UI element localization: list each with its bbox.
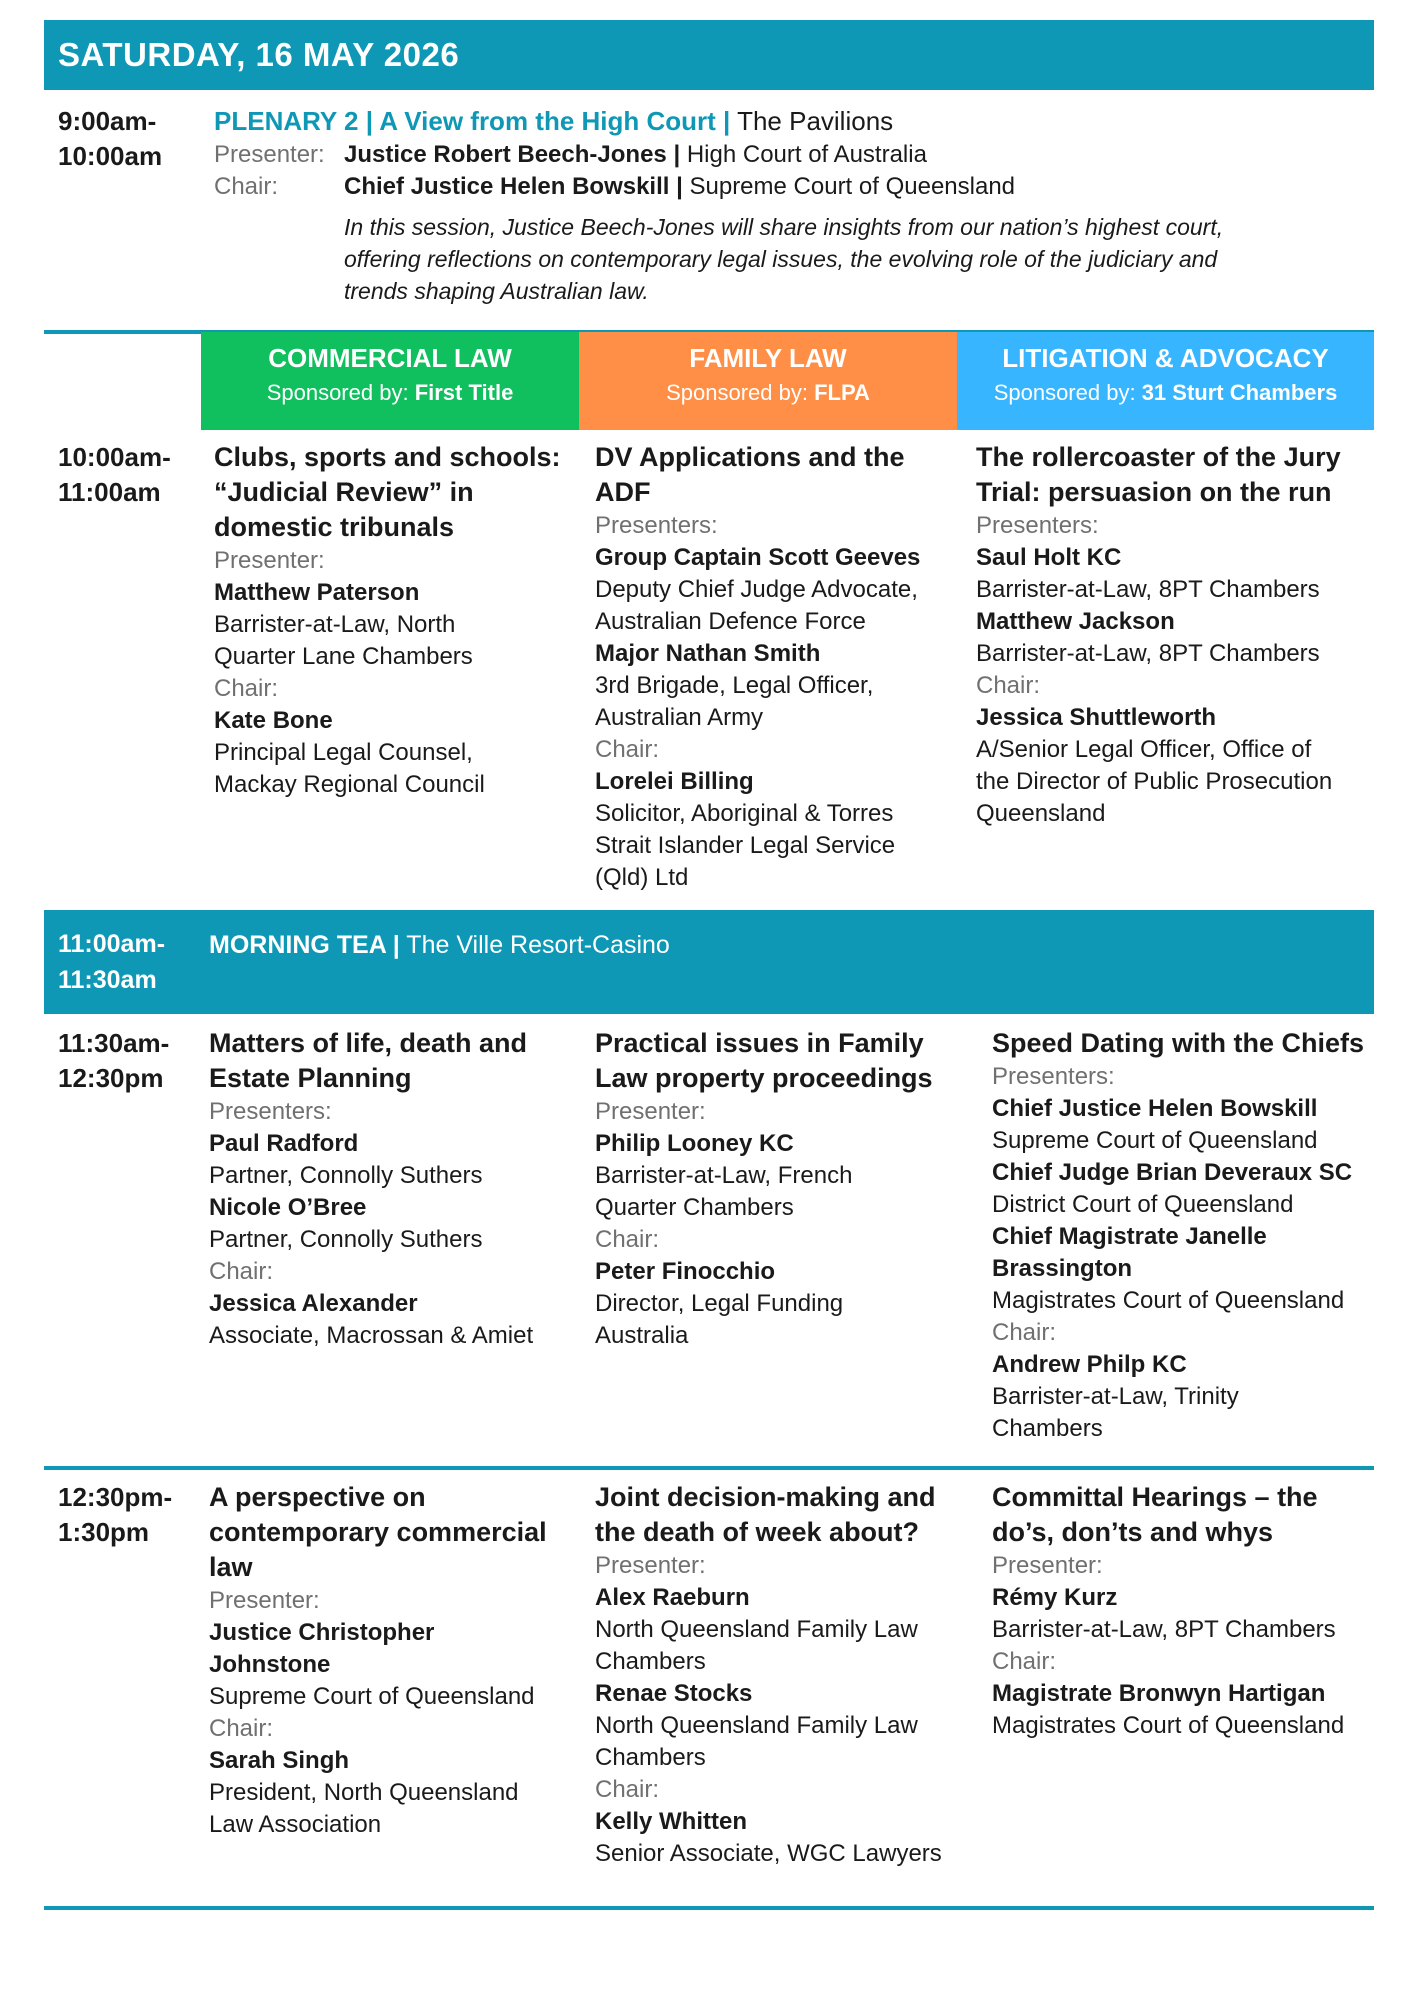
plenary-chair-row: [214, 171, 1364, 203]
session-title: the death of week about?: [595, 1517, 920, 1547]
person-name: Lorelei Billing: [595, 768, 754, 795]
morning-tea-banner: [44, 910, 1374, 1014]
role-label: Chair:: [209, 1715, 274, 1742]
person-org: Australia: [595, 1322, 689, 1349]
person-org: Australian Defence Force: [595, 608, 866, 635]
person-name: Brassington: [992, 1255, 1133, 1282]
role-label: Chair:: [214, 675, 279, 702]
slot2-commercial-session: [209, 1026, 579, 1352]
description-line: trends shaping Australian law.: [344, 278, 649, 304]
session-title: Estate Planning: [209, 1063, 412, 1093]
person-name: Peter Finocchio: [595, 1258, 776, 1285]
role-label: Chair:: [992, 1319, 1057, 1346]
person-org: Deputy Chief Judge Advocate,: [595, 576, 918, 603]
track-sponsor: Sponsored by: 31 Sturt Chambers: [993, 380, 1338, 405]
person-org: Barrister-at-Law, Trinity: [992, 1383, 1239, 1410]
track-name: FAMILY LAW: [689, 343, 847, 373]
person-name: Chief Justice Helen Bowskill: [992, 1095, 1318, 1122]
role-label: Chair:: [595, 736, 660, 763]
slot1-family-session: [595, 440, 965, 894]
time-line: 10:00am: [58, 141, 163, 171]
person-org: Chambers: [992, 1415, 1103, 1442]
presenter-label: Presenter:: [214, 141, 325, 168]
slot1-litigation-session: [976, 440, 1368, 830]
slot1-commercial-session: [214, 440, 584, 801]
role-label: Presenter:: [209, 1587, 320, 1614]
person-name: Jessica Shuttleworth: [976, 704, 1217, 731]
session-title: do’s, don’ts and whys: [992, 1517, 1274, 1547]
tea-title-line: [209, 928, 670, 962]
slot3-time: [58, 1480, 172, 1550]
person-org: North Queensland Family Law: [595, 1616, 918, 1643]
person-org: Chambers: [595, 1648, 706, 1675]
person-org: Strait Islander Legal Service: [595, 832, 896, 859]
role-label: Presenters:: [976, 512, 1099, 539]
presenter-name: Justice Robert Beech-Jones |: [344, 141, 681, 168]
session-title: contemporary commercial: [209, 1517, 547, 1547]
person-name: Group Captain Scott Geeves: [595, 544, 921, 571]
chair-info: [344, 171, 1015, 203]
session-title: Practical issues in Family: [595, 1028, 924, 1058]
person-org: District Court of Queensland: [992, 1191, 1294, 1218]
session-title: ADF: [595, 477, 651, 507]
presenter-info: [344, 139, 927, 171]
person-org: Australian Army: [595, 704, 764, 731]
person-name: Nicole O’Bree: [209, 1194, 367, 1221]
person-name: Johnstone: [209, 1651, 331, 1678]
session-title: domestic tribunals: [214, 512, 455, 542]
session-title: Matters of life, death and: [209, 1028, 528, 1058]
person-org: Barrister-at-Law, 8PT Chambers: [992, 1616, 1336, 1643]
person-org: Principal Legal Counsel,: [214, 739, 473, 766]
person-name: Alex Raeburn: [595, 1584, 750, 1611]
person-name: Rémy Kurz: [992, 1584, 1118, 1611]
role-label: Presenter:: [214, 547, 325, 574]
time-line: 11:00am: [58, 477, 161, 507]
role-label: Chair:: [595, 1776, 660, 1803]
session-title: Law property proceedings: [595, 1063, 933, 1093]
role-label: Chair:: [209, 1258, 274, 1285]
role-label: Chair:: [595, 1226, 660, 1253]
person-org: Associate, Macrossan & Amiet: [209, 1322, 534, 1349]
session-title: “Judicial Review” in: [214, 477, 474, 507]
person-name: Chief Judge Brian Deveraux SC: [992, 1159, 1353, 1186]
person-org: Senior Associate, WGC Lawyers: [595, 1840, 942, 1867]
slot1-time: [58, 440, 171, 510]
role-label: Presenter:: [595, 1552, 706, 1579]
person-org: Quarter Lane Chambers: [214, 643, 473, 670]
person-org: Chambers: [595, 1744, 706, 1771]
plenary-venue: The Pavilions: [737, 106, 894, 136]
role-label: Presenters:: [209, 1098, 332, 1125]
person-name: Jessica Alexander: [209, 1290, 418, 1317]
slot3-litigation-session: [992, 1480, 1372, 1742]
time-line: 11:30am-: [58, 1028, 170, 1058]
chair-name: Chief Justice Helen Bowskill |: [344, 173, 683, 200]
person-org: Partner, Connolly Suthers: [209, 1162, 483, 1189]
tea-venue: The Ville Resort-Casino: [406, 931, 670, 959]
time-line: 1:30pm: [58, 1517, 150, 1547]
track-sponsor: Sponsored by: FLPA: [666, 380, 870, 405]
time-line: 12:30pm-: [58, 1482, 173, 1512]
person-org: Supreme Court of Queensland: [992, 1127, 1318, 1154]
person-org: Barrister-at-Law, 8PT Chambers: [976, 640, 1320, 667]
person-name: Matthew Jackson: [976, 608, 1175, 635]
person-org: Law Association: [209, 1811, 382, 1838]
divider: [44, 1906, 1374, 1910]
person-name: Saul Holt KC: [976, 544, 1122, 571]
person-org: President, North Queensland: [209, 1779, 519, 1806]
person-org: Barrister-at-Law, French: [595, 1162, 853, 1189]
plenary-presenter-row: [214, 139, 1364, 171]
person-org: (Qld) Ltd: [595, 864, 689, 891]
track-header-family: [579, 332, 957, 430]
session-title: Clubs, sports and schools:: [214, 442, 561, 472]
session-title: Speed Dating with the Chiefs: [992, 1028, 1365, 1058]
person-org: Quarter Chambers: [595, 1194, 794, 1221]
person-name: Renae Stocks: [595, 1680, 753, 1707]
description-line: In this session, Justice Beech-Jones will share insights from our nation’s highest court,: [344, 214, 1224, 240]
session-title: The rollercoaster of the Jury: [976, 442, 1341, 472]
person-name: Matthew Paterson: [214, 579, 420, 606]
chair-org: Supreme Court of Queensland: [689, 173, 1016, 200]
time-line: 9:00am-: [58, 106, 157, 136]
slot2-time: [58, 1026, 169, 1096]
track-header-commercial: [201, 332, 579, 430]
track-name: COMMERCIAL LAW: [268, 343, 512, 373]
person-name: Major Nathan Smith: [595, 640, 821, 667]
person-org: Partner, Connolly Suthers: [209, 1226, 483, 1253]
person-org: A/Senior Legal Officer, Office of: [976, 736, 1312, 763]
slot2-litigation-session: [992, 1026, 1372, 1445]
person-org: Mackay Regional Council: [214, 771, 485, 798]
role-label: Presenter:: [595, 1098, 706, 1125]
person-org: Magistrates Court of Queensland: [992, 1712, 1345, 1739]
person-org: North Queensland Family Law: [595, 1712, 918, 1739]
person-name: Kelly Whitten: [595, 1808, 748, 1835]
person-name: Andrew Philp KC: [992, 1351, 1187, 1378]
person-org: Director, Legal Funding: [595, 1290, 844, 1317]
plenary-time: [58, 104, 162, 174]
role-label: Presenter:: [992, 1552, 1103, 1579]
person-name: Philip Looney KC: [595, 1130, 794, 1157]
person-org: Barrister-at-Law, 8PT Chambers: [976, 576, 1320, 603]
plenary-description: [344, 211, 1364, 307]
person-org: Supreme Court of Queensland: [209, 1683, 535, 1710]
person-org: the Director of Public Prosecution: [976, 768, 1333, 795]
tea-time: [58, 926, 165, 998]
person-org: Queensland: [976, 800, 1106, 827]
slot2-family-session: [595, 1026, 965, 1352]
person-name: Kate Bone: [214, 707, 333, 734]
day-header: SATURDAY, 16 MAY 2026: [44, 20, 1374, 90]
slot3-commercial-session: [209, 1480, 579, 1841]
session-title: DV Applications and the: [595, 442, 905, 472]
person-name: Sarah Singh: [209, 1747, 350, 1774]
role-label: Presenters:: [595, 512, 718, 539]
session-title: law: [209, 1552, 253, 1582]
role-label: Chair:: [992, 1648, 1057, 1675]
time-line: 11:00am-: [58, 930, 166, 958]
role-label: Chair:: [976, 672, 1041, 699]
presenter-org: High Court of Australia: [686, 141, 927, 168]
session-title: Trial: persuasion on the run: [976, 477, 1332, 507]
divider: [44, 1466, 1374, 1470]
time-line: 11:30am: [58, 966, 157, 994]
person-name: Justice Christopher: [209, 1619, 435, 1646]
person-org: Magistrates Court of Queensland: [992, 1287, 1345, 1314]
session-title: Committal Hearings – the: [992, 1482, 1318, 1512]
plenary-title-line: [214, 104, 1364, 139]
track-name: LITIGATION & ADVOCACY: [1002, 343, 1329, 373]
session-title: A perspective on: [209, 1482, 426, 1512]
plenary-session: [214, 104, 1364, 307]
person-name: Paul Radford: [209, 1130, 359, 1157]
person-org: 3rd Brigade, Legal Officer,: [595, 672, 874, 699]
plenary-title: PLENARY 2 | A View from the High Court |: [214, 106, 731, 136]
person-org: Barrister-at-Law, North: [214, 611, 456, 638]
person-name: Chief Magistrate Janelle: [992, 1223, 1267, 1250]
track-header-litigation: [957, 332, 1374, 430]
tea-title: MORNING TEA |: [209, 931, 400, 959]
description-line: offering reflections on contemporary legal issues, the evolving role of the judiciary and: [344, 246, 1218, 272]
slot3-family-session: [595, 1480, 965, 1870]
time-line: 10:00am-: [58, 442, 171, 472]
track-sponsor: Sponsored by: First Title: [266, 380, 514, 405]
role-label: Presenters:: [992, 1063, 1115, 1090]
time-line: 12:30pm: [58, 1063, 164, 1093]
session-title: Joint decision-making and: [595, 1482, 936, 1512]
person-name: Magistrate Bronwyn Hartigan: [992, 1680, 1326, 1707]
chair-label: Chair:: [214, 173, 279, 200]
person-org: Solicitor, Aboriginal & Torres: [595, 800, 894, 827]
